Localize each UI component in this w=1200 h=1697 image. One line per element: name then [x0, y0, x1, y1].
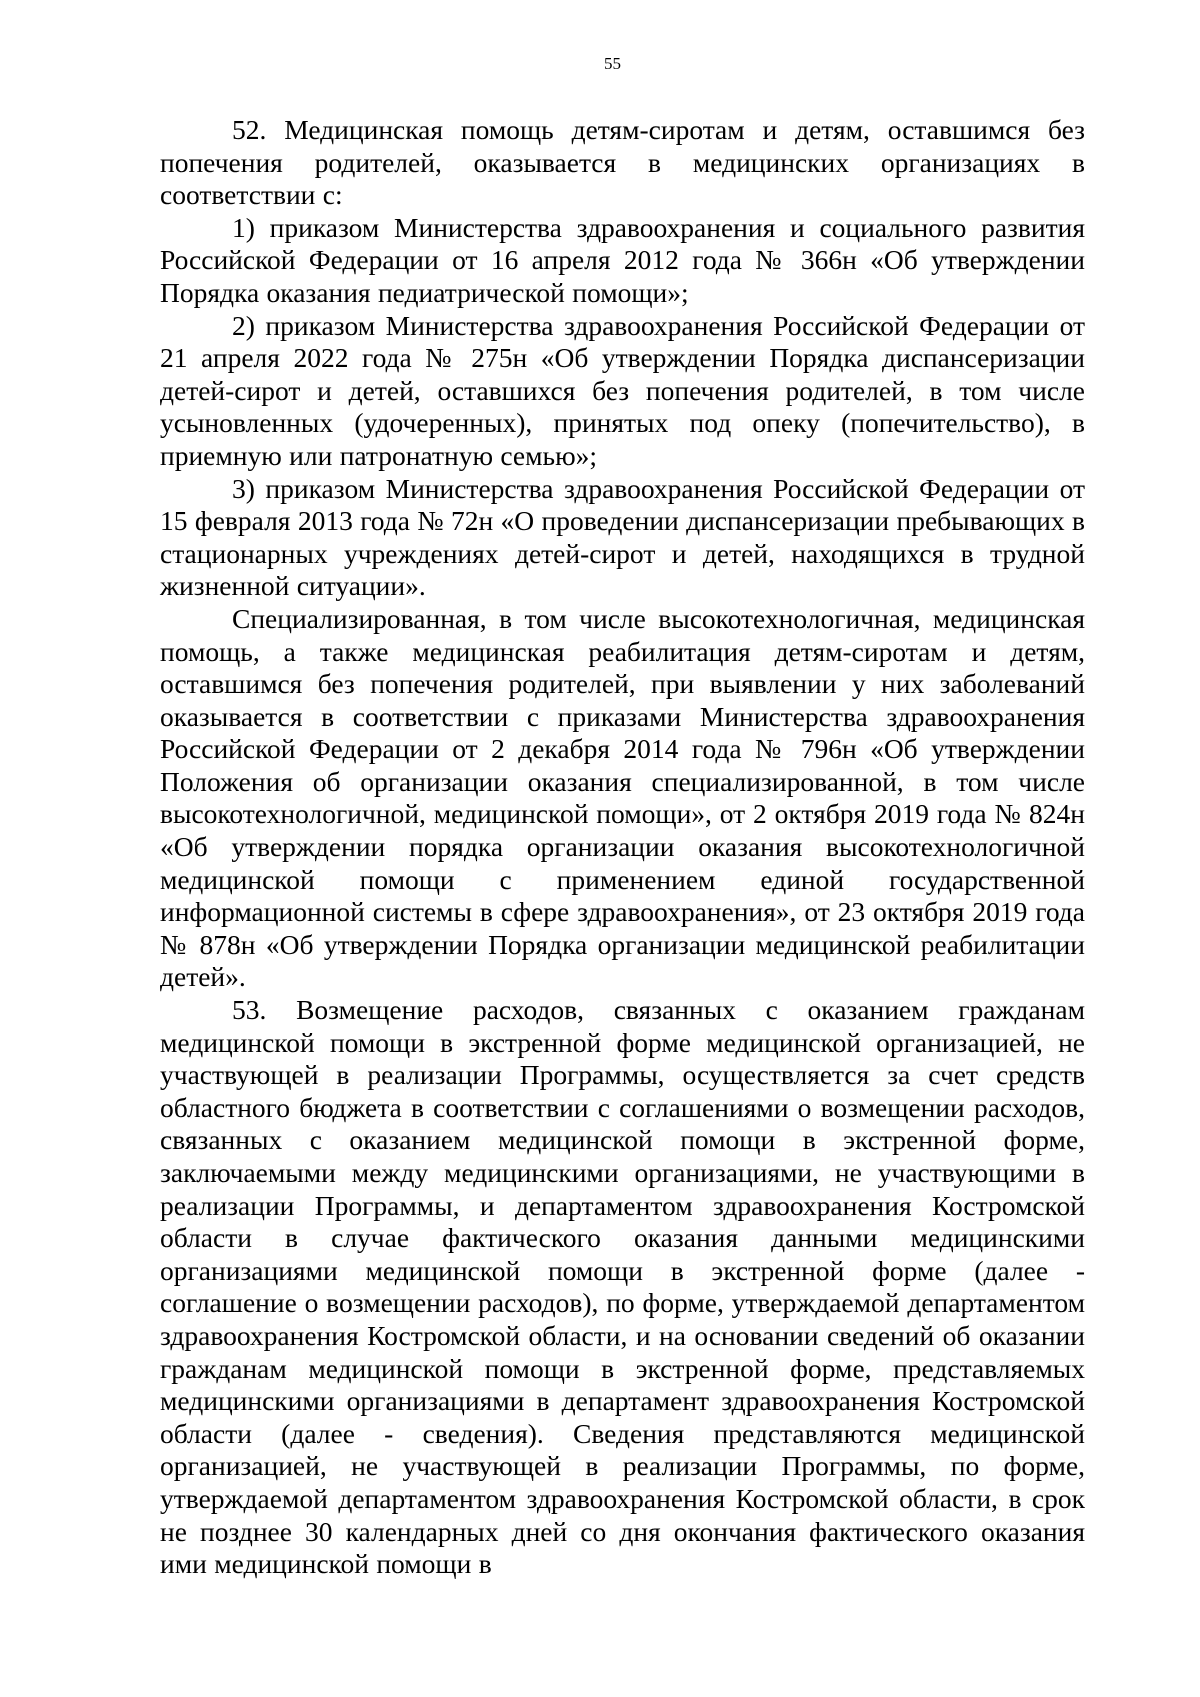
page-number: 55 [604, 54, 621, 73]
document-body [160, 114, 1085, 1581]
paragraph-52-item-3: 3) приказом Министерства здравоохранения Российской Федерации от 15 февраля 2013 года № 72н «О проведении диспансеризации пребывающих в стационарных учреждениях детей-сирот и детей, находящихся в трудной жизненной ситуации». [160, 472, 1086, 602]
paragraph-52-item-2: 2) приказом Министерства здравоохранения Российской Федерации от 21 апреля 2022 года № 275н «Об утверждении Порядка диспансеризации детей-сирот и детей, оставшихся без попечения родителей, в том числе усыновленных (удочеренных), принятых под опеку (попечительство), в приемную или патронатную семью»; [160, 309, 1085, 471]
paragraph-53: 53. Возмещение расходов, связанных с оказанием гражданам медицинской помощи в экстренной форме медицинской организацией, не участвующей в реализации Программы, осуществляется за счет средств областного бюджета в соответствии с соглашениями о возмещении расходов, связанных с оказанием медицинской помощи в экстренной форме, заключаемыми между медицинскими организациями, не участвующими в реализации Программы, и департаментом здравоохранения Костромской области в случае фактического оказания данными медицинскими организациями медицинской помощи в экстренной форме (далее - соглашение о возмещении расходов), по форме, утверждаемой департаментом здравоохранения Костромской области, и на основании сведений об оказании гражданам медицинской помощи в экстренной форме, представляемых медицинскими организациями в департамент здравоохранения Костромской области (далее - сведения). Сведения представляются медицинской организацией, не участвующей в реализации Программы, по форме, утверждаемой департаментом здравоохранения Костромской области, в срок не позднее 30 календарных дней со дня окончания фактического оказания ими медицинской помощи в [160, 994, 1085, 1580]
paragraph-specialized-care: Специализированная, в том числе высокотехнологичная, медицинская помощь, а также медицинская реабилитация детям-сиротам и детям, оставшимся без попечения родителей, при выявлении у них заболеваний оказывается в соответствии с приказами Министерства здравоохранения Российской Федерации от 2 декабря 2014 года № 796н «Об утверждении Положения об организации оказания специализированной, в том числе высокотехнологичной, медицинской помощи», от 2 октября 2019 года № 824н «Об утверждении порядка организации оказания высокотехнологичной медицинской помощи с применением единой государственной информационной системы в сфере здравоохранения», от 23 октября 2019 года № 878н «Об утверждении Порядка организации медицинской реабилитации детей». [160, 602, 1085, 993]
paragraph-52: 52. Медицинская помощь детям-сиротам и детям, оставшимся без попечения родителей, оказывается в медицинских организациях в соответствии с: [160, 114, 1085, 211]
paragraph-52-item-1: 1) приказом Министерства здравоохранения и социального развития Российской Федерации от 16 апреля 2012 года № 366н «Об утверждении Порядка оказания педиатрической помощи»; [160, 211, 1085, 308]
